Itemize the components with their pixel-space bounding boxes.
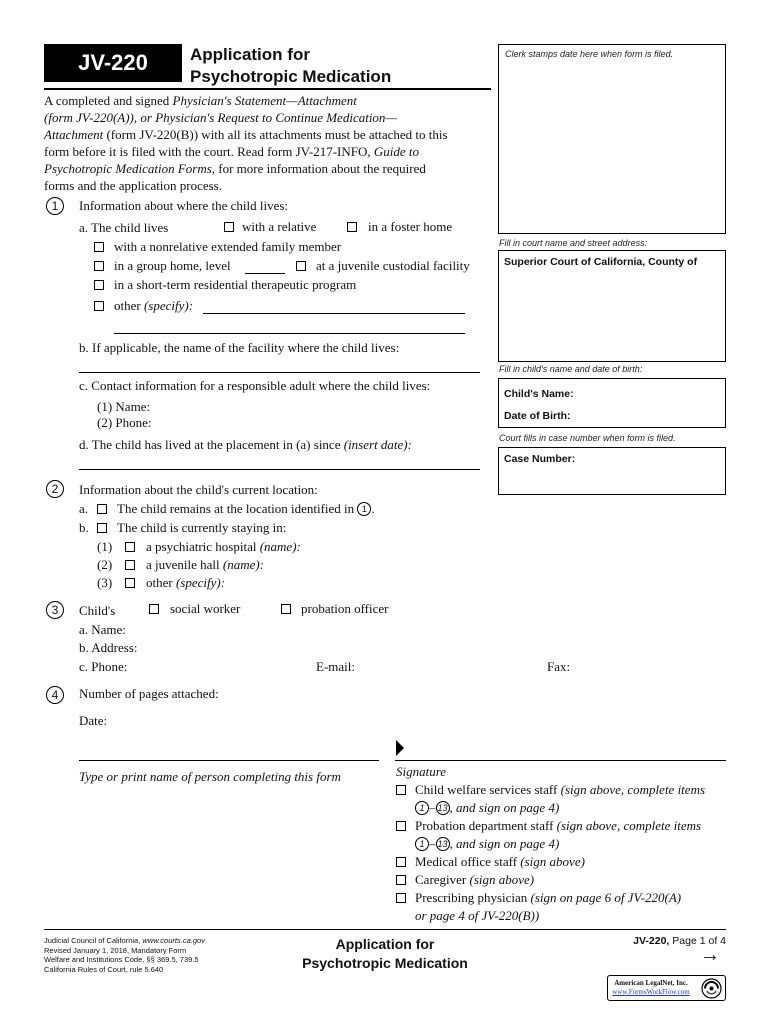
juvenile-facility-checkbox[interactable] bbox=[296, 261, 306, 271]
caregiver-label: Caregiver (sign above) bbox=[415, 872, 535, 887]
psychiatric-hospital-checkbox[interactable] bbox=[125, 542, 135, 552]
ref-item-1: 1 bbox=[357, 502, 371, 516]
date-label: Date: bbox=[79, 713, 108, 728]
group-home-level-field[interactable] bbox=[245, 273, 285, 274]
court-label: Fill in court name and street address: bbox=[499, 238, 648, 248]
s1d-label: d. The child has lived at the placement in (a) since (insert date): bbox=[79, 437, 412, 452]
s1c-label: c. Contact information for a responsible adult where the child lives: bbox=[79, 378, 431, 393]
form-title-line1: Application for bbox=[190, 45, 310, 64]
footer-citations: Judicial Council of California, www.courts.ca.gov Revised January 1, 2018, Mandatory Form Welfare and Institutions Code, §§ 369.5, 739.5 California Rules of Court, rule 5.640 bbox=[44, 936, 205, 974]
section-1-number: 1 bbox=[46, 197, 64, 215]
prescribing-physician-label-2: or page 4 of JV-220(B)) bbox=[415, 908, 540, 923]
welfare-staff-label: Child welfare services staff (sign above, complete items bbox=[415, 782, 706, 797]
juvenile-facility-label: at a juvenile custodial facility bbox=[316, 258, 470, 273]
currently-staying-checkbox[interactable] bbox=[97, 523, 107, 533]
relative-checkbox[interactable] bbox=[224, 222, 234, 232]
signature-label: Signature bbox=[396, 764, 447, 779]
social-worker-label: social worker bbox=[170, 601, 241, 616]
s2b2-num: (2) bbox=[97, 557, 113, 572]
signature-field[interactable] bbox=[395, 760, 726, 761]
welfare-staff-checkbox[interactable] bbox=[396, 785, 406, 795]
relative-label: with a relative bbox=[242, 219, 317, 234]
remains-location-label: The child remains at the location identified in 1 . bbox=[117, 501, 375, 516]
footer-page-number: JV-220, Page 1 of 4 bbox=[633, 935, 726, 947]
section-1-heading: Information about where the child lives: bbox=[79, 198, 289, 213]
foster-home-checkbox[interactable] bbox=[347, 222, 357, 232]
next-page-arrow-icon[interactable]: → bbox=[700, 944, 720, 966]
section-3-heading: Child's bbox=[79, 603, 116, 618]
short-term-checkbox[interactable] bbox=[94, 280, 104, 290]
legalnet-logo-icon bbox=[701, 978, 722, 999]
pages-attached-label: Number of pages attached: bbox=[79, 686, 219, 701]
legalnet-badge[interactable]: American LegalNet, Inc. www.FormsWorkFlow.com bbox=[607, 975, 726, 1001]
s1c-phone-label: (2) Phone: bbox=[97, 415, 152, 430]
s2b-prefix: b. bbox=[79, 520, 89, 535]
court-name: Superior Court of California, County of bbox=[504, 256, 698, 268]
s3a-label: a. Name: bbox=[79, 622, 126, 637]
section-4-number: 4 bbox=[46, 686, 64, 704]
nonrelative-checkbox[interactable] bbox=[94, 242, 104, 252]
s1b-label: b. If applicable, the name of the facility where the child lives: bbox=[79, 340, 400, 355]
type-name-label: Type or print name of person completing this form bbox=[79, 769, 341, 784]
facility-name-field[interactable] bbox=[79, 372, 480, 373]
currently-staying-label: The child is currently staying in: bbox=[117, 520, 287, 535]
header-rule bbox=[44, 88, 491, 90]
s3b-label: b. Address: bbox=[79, 640, 138, 655]
welfare-staff-label-2: 1 – 13 , and sign on page 4) bbox=[415, 800, 559, 816]
group-home-checkbox[interactable] bbox=[94, 261, 104, 271]
name-field[interactable] bbox=[79, 760, 379, 761]
probation-staff-label: Probation department staff (sign above, complete items bbox=[415, 818, 702, 833]
form-title-line2: Psychotropic Medication bbox=[190, 67, 392, 86]
juvenile-hall-checkbox[interactable] bbox=[125, 560, 135, 570]
case-number-label: Case Number: bbox=[504, 453, 576, 465]
child-name-label: Child's Name: bbox=[504, 388, 574, 400]
clerk-stamp-box bbox=[498, 44, 726, 234]
s2b1-num: (1) bbox=[97, 539, 113, 554]
child-info-box[interactable] bbox=[498, 378, 726, 428]
prescribing-physician-label: Prescribing physician (sign on page 6 of JV-220(A) bbox=[415, 890, 682, 905]
other-residence-field[interactable] bbox=[203, 313, 465, 314]
footer-rule bbox=[44, 929, 726, 930]
remains-location-checkbox[interactable] bbox=[97, 504, 107, 514]
footer-title: Application for Psychotropic Medication bbox=[302, 936, 468, 971]
social-worker-checkbox[interactable] bbox=[149, 604, 159, 614]
foster-home-label: in a foster home bbox=[368, 219, 453, 234]
prescribing-physician-checkbox[interactable] bbox=[396, 893, 406, 903]
probation-officer-label: probation officer bbox=[301, 601, 389, 616]
fax-label: Fax: bbox=[547, 659, 571, 674]
s1c-name-label: (1) Name: bbox=[97, 399, 151, 414]
court-box[interactable] bbox=[498, 250, 726, 362]
group-home-label: in a group home, level bbox=[114, 258, 231, 273]
s1a-label: a. The child lives bbox=[79, 220, 169, 235]
medical-staff-label: Medical office staff (sign above) bbox=[415, 854, 585, 869]
child-dob-label: Date of Birth: bbox=[504, 410, 571, 422]
psychiatric-hospital-label: a psychiatric hospital (name): bbox=[146, 539, 301, 554]
s2b3-num: (3) bbox=[97, 575, 113, 590]
clerk-stamp-label: Clerk stamps date here when form is filed. bbox=[505, 49, 674, 59]
case-label: Court fills in case number when form is filed. bbox=[499, 433, 676, 443]
other-residence-field-2[interactable] bbox=[114, 333, 465, 334]
signature-arrow-icon bbox=[396, 740, 404, 756]
s2a-prefix: a. bbox=[79, 501, 89, 516]
form-id-badge: JV-220 bbox=[44, 44, 182, 82]
probation-staff-checkbox[interactable] bbox=[396, 821, 406, 831]
section-2-number: 2 bbox=[46, 480, 64, 498]
placement-date-field[interactable] bbox=[79, 469, 480, 470]
child-info-label: Fill in child's name and date of birth: bbox=[499, 364, 643, 374]
other-location-checkbox[interactable] bbox=[125, 578, 135, 588]
probation-staff-label-2: 1 – 13 , and sign on page 4) bbox=[415, 836, 559, 852]
short-term-label: in a short-term residential therapeutic program bbox=[114, 277, 357, 292]
section-3-number: 3 bbox=[46, 601, 64, 619]
probation-officer-checkbox[interactable] bbox=[281, 604, 291, 614]
medical-staff-checkbox[interactable] bbox=[396, 857, 406, 867]
caregiver-checkbox[interactable] bbox=[396, 875, 406, 885]
nonrelative-label: with a nonrelative extended family member bbox=[114, 239, 342, 254]
other-location-label: other (specify): bbox=[146, 575, 226, 590]
other-residence-checkbox[interactable] bbox=[94, 301, 104, 311]
case-number-box[interactable] bbox=[498, 447, 726, 495]
juvenile-hall-label: a juvenile hall (name): bbox=[146, 557, 265, 572]
email-label: E-mail: bbox=[316, 659, 355, 674]
other-residence-label: other (specify): bbox=[114, 298, 194, 313]
section-2-heading: Information about the child's current location: bbox=[79, 482, 318, 497]
s3c-label: c. Phone: bbox=[79, 659, 128, 674]
